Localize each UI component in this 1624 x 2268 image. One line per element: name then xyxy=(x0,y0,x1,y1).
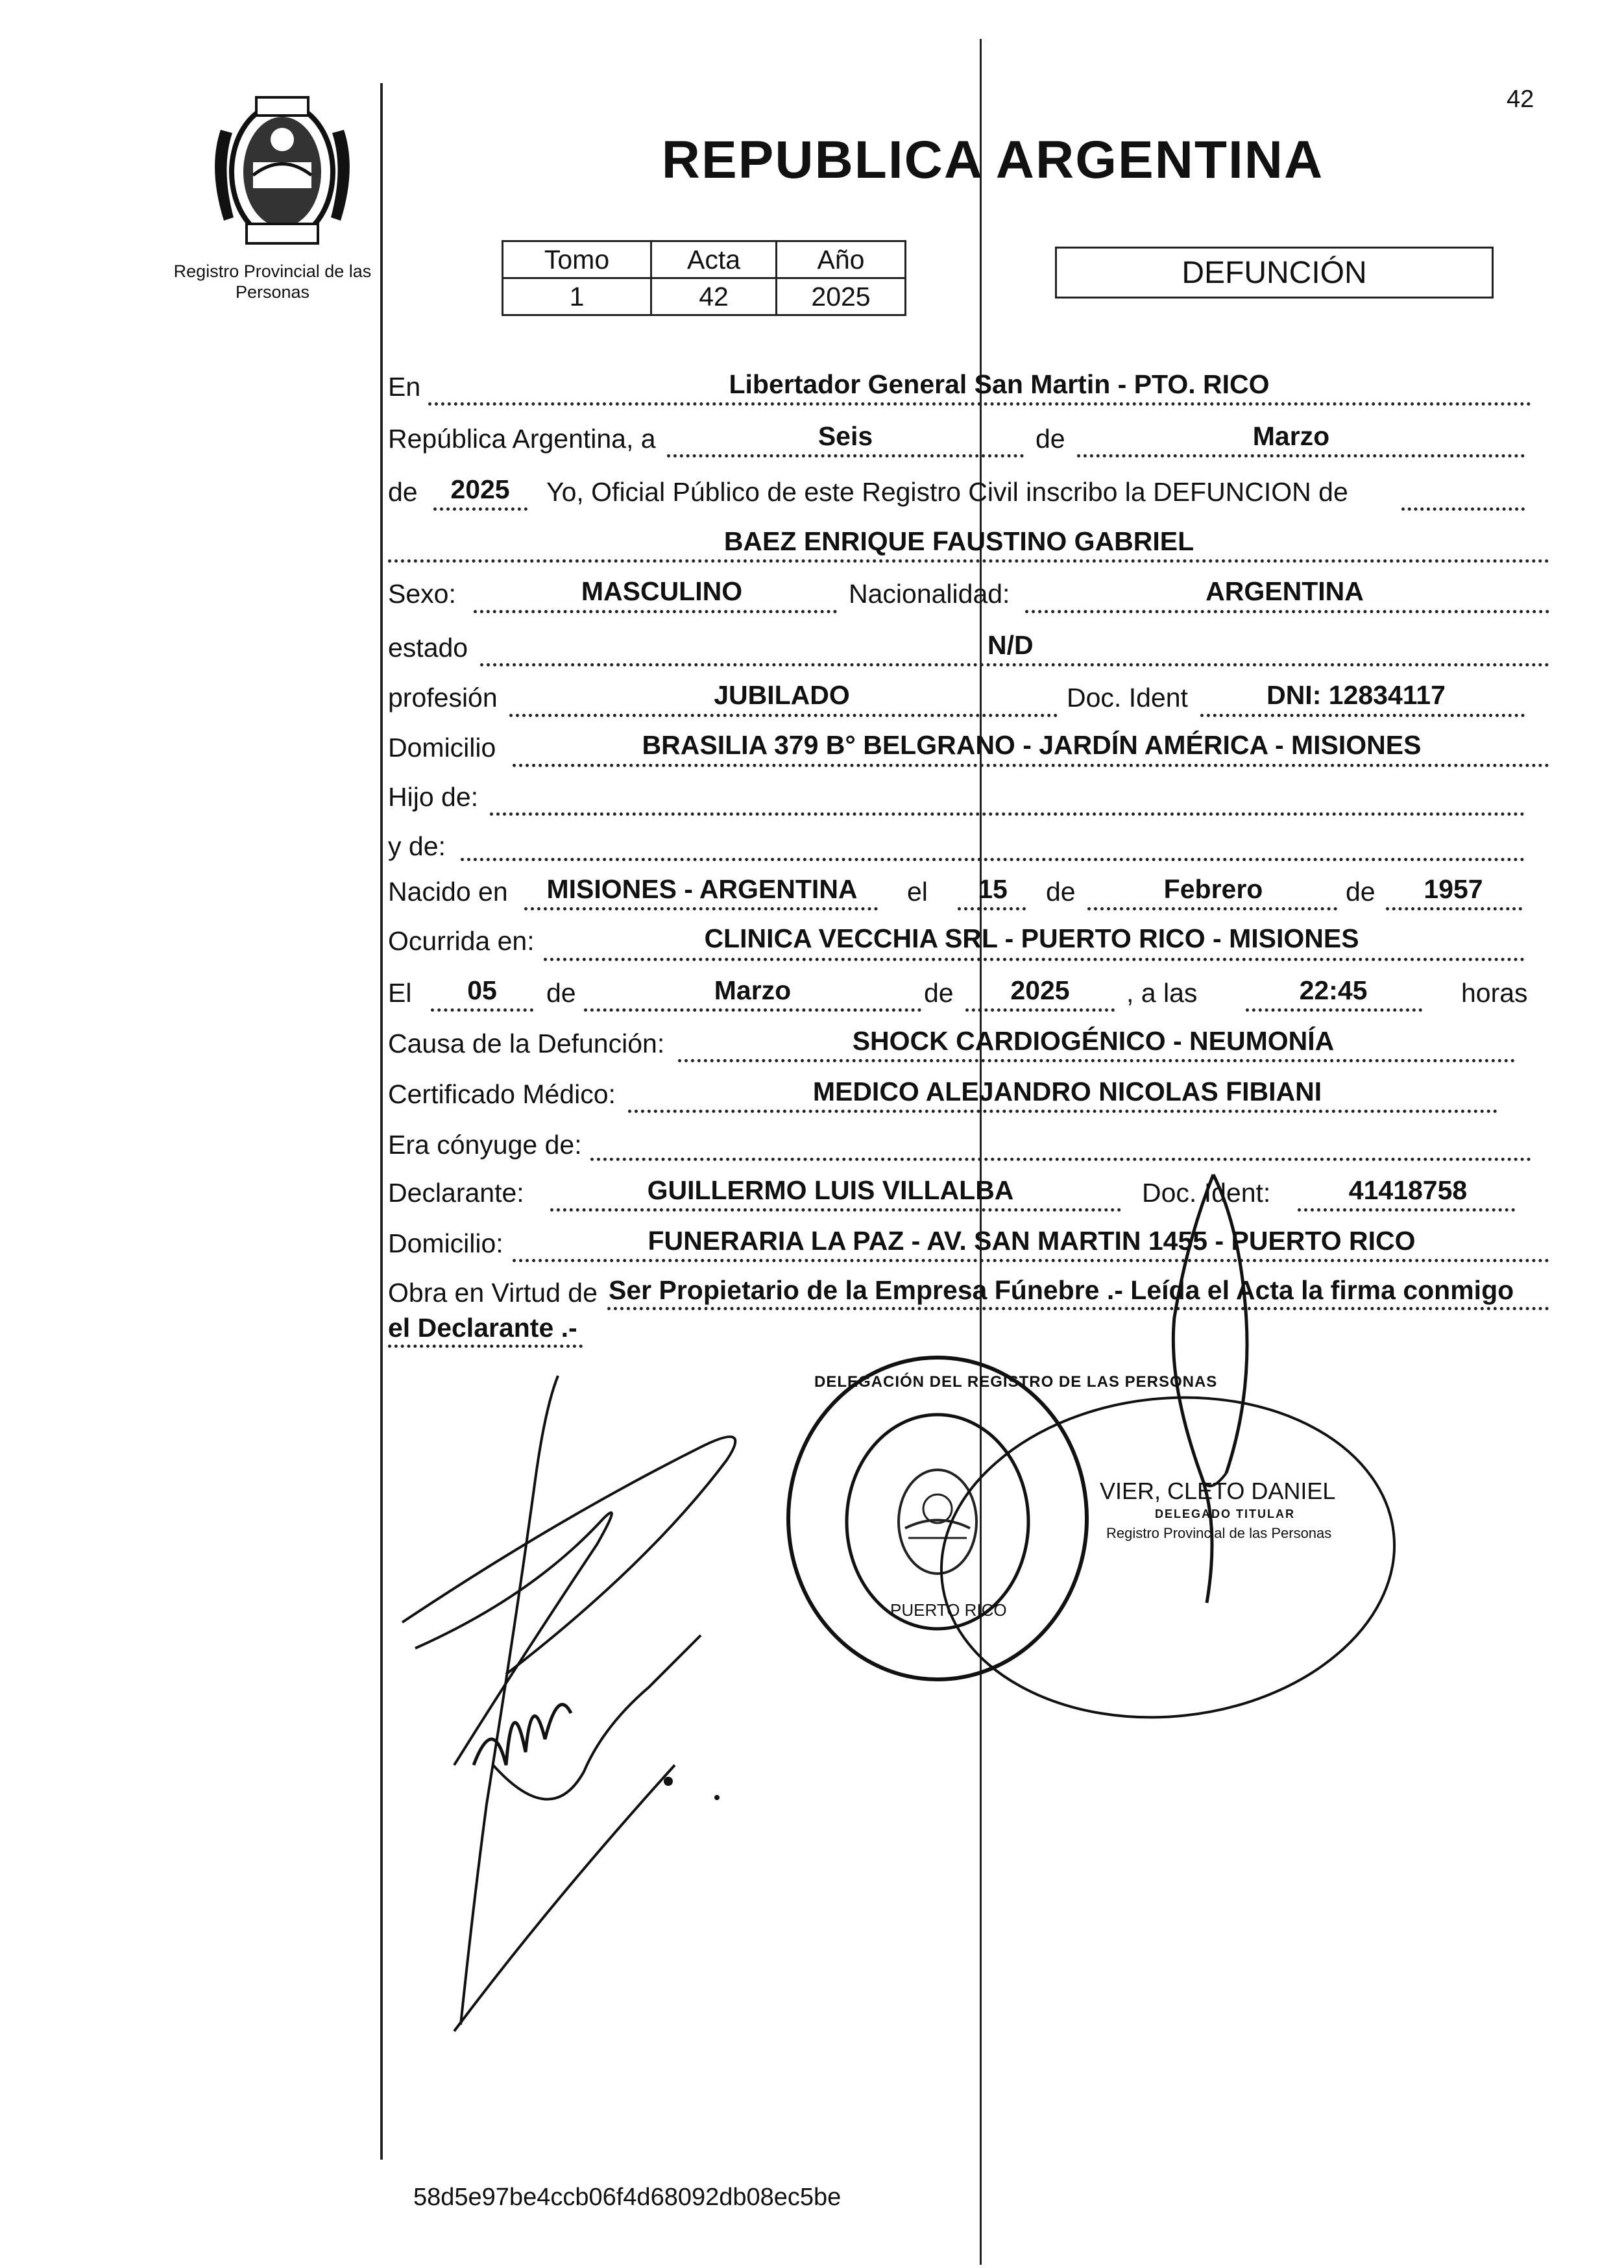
record-header-anio: Año xyxy=(777,241,906,278)
document-hash: 58d5e97be4ccb06f4d68092db08ec5be xyxy=(413,2184,842,2211)
value-sexo: MASCULINO xyxy=(581,576,743,606)
officer-role: DELEGADO TITULAR xyxy=(1155,1507,1295,1520)
dotted-line xyxy=(388,559,1549,563)
label-ocurrida-en: Ocurrida en: xyxy=(388,926,535,956)
label-a-las: , a las xyxy=(1126,978,1198,1008)
registry-label: Registro Provincial de las Personas xyxy=(173,262,372,302)
dotted-line xyxy=(509,714,1058,717)
stamp-inner-text: PUERTO RICO xyxy=(890,1600,1007,1620)
value-obra-line1: Ser Propietario de la Empresa Fúnebre .- Leída el Acta la firma conmigo xyxy=(609,1275,1514,1305)
label-de: de xyxy=(1046,877,1076,907)
document-type-box xyxy=(1055,247,1494,299)
value-nac-mes: Febrero xyxy=(1163,874,1263,904)
value-doc: DNI: 12834117 xyxy=(1266,680,1446,710)
value-causa: SHOCK CARDIOGÉNICO - NEUMONÍA xyxy=(852,1026,1335,1056)
dotted-line xyxy=(1087,907,1337,910)
label-en: En xyxy=(388,372,421,402)
value-estado: N/D xyxy=(988,630,1034,660)
record-header-acta: Acta xyxy=(651,241,777,278)
dotted-line xyxy=(431,1008,533,1012)
label-de: de xyxy=(388,477,418,507)
officer-name: VIER, CLETO DANIEL xyxy=(1100,1478,1336,1504)
value-certificado: MEDICO ALEJANDRO NICOLAS FIBIANI xyxy=(812,1077,1322,1106)
label-domicilio: Domicilio xyxy=(388,733,496,762)
value-domicilio: BRASILIA 379 B° BELGRANO - JARDÍN AMÉRICA - MISIONES xyxy=(642,730,1422,760)
dotted-line xyxy=(388,1345,583,1348)
declarant-signature xyxy=(389,1350,805,2051)
dotted-line xyxy=(1298,1208,1515,1212)
value-nombre: BAEZ ENRIQUE FAUSTINO GABRIEL xyxy=(723,526,1194,556)
label-conyuge: Era cónyuge de: xyxy=(388,1130,582,1160)
record-value-anio: 2025 xyxy=(777,278,906,315)
value-declarante: GUILLERMO LUIS VILLALBA xyxy=(647,1175,1014,1205)
record-value-tomo: 1 xyxy=(503,278,651,315)
label-certificado: Certificado Médico: xyxy=(388,1079,616,1109)
value-def-anio: 2025 xyxy=(1010,975,1070,1005)
value-dia-texto: Seis xyxy=(818,421,873,451)
dotted-line xyxy=(461,858,1525,861)
value-profesion: JUBILADO xyxy=(714,680,850,710)
dotted-line xyxy=(678,1059,1515,1062)
dotted-line xyxy=(1200,714,1525,717)
label-nacionalidad: Nacionalidad: xyxy=(849,579,1010,609)
label-domicilio-declarante: Domicilio: xyxy=(388,1228,503,1258)
record-table xyxy=(502,240,906,316)
label-hijo-de: Hijo de: xyxy=(388,782,479,812)
value-nacionalidad: ARGENTINA xyxy=(1206,576,1364,606)
label-causa: Causa de la Defunción: xyxy=(388,1029,665,1058)
value-nac-anio: 1957 xyxy=(1424,874,1483,904)
dotted-line xyxy=(513,764,1549,767)
label-de: de xyxy=(1036,424,1065,454)
dotted-line xyxy=(1077,454,1525,457)
dotted-line xyxy=(607,1307,1549,1310)
province-crest-icon xyxy=(195,91,370,253)
value-declarante-domicilio: FUNERARIA LA PAZ - AV. SAN MARTIN 1455 - PUERTO RICO xyxy=(648,1226,1416,1256)
label-de: de xyxy=(546,978,576,1008)
label-obra: Obra en Virtud de xyxy=(388,1278,598,1308)
dotted-line xyxy=(958,907,1026,910)
label-y-de: y de: xyxy=(388,831,446,861)
margin-line xyxy=(380,83,383,2160)
dotted-line xyxy=(480,663,1549,666)
label-doc-ident-declarante: Doc. Ident: xyxy=(1142,1178,1271,1208)
value-anio: 2025 xyxy=(450,474,510,504)
page-number: 42 xyxy=(1507,86,1534,113)
value-lugar: Libertador General San Martin - PTO. RICO xyxy=(729,369,1270,399)
label-profesion: profesión xyxy=(388,683,498,713)
label-horas: horas xyxy=(1461,978,1528,1008)
label-yo-oficial: Yo, Oficial Público de este Registro Civil inscribo la DEFUNCION de xyxy=(546,477,1348,507)
label-estado: estado xyxy=(388,633,468,663)
officer-signature xyxy=(1161,1162,1278,1629)
label-republica: República Argentina, a xyxy=(388,424,656,454)
dotted-line xyxy=(1386,907,1522,910)
dotted-line xyxy=(1401,507,1525,511)
value-declarante-doc: 41418758 xyxy=(1348,1175,1468,1205)
label-el-cap: El xyxy=(388,978,412,1008)
record-header-tomo: Tomo xyxy=(503,241,651,278)
label-sexo: Sexo: xyxy=(388,579,456,609)
dotted-line xyxy=(490,812,1525,816)
dotted-line xyxy=(1246,1008,1422,1012)
dotted-line xyxy=(513,1259,1549,1262)
page-title: REPUBLICA ARGENTINA xyxy=(661,130,1324,189)
officer-org: Registro Provincial de las Personas xyxy=(1106,1525,1332,1541)
dotted-line xyxy=(474,610,837,613)
dotted-line xyxy=(428,402,1531,406)
dotted-line xyxy=(584,1008,921,1012)
label-nacido-en: Nacido en xyxy=(388,877,508,907)
value-nacido-en: MISIONES - ARGENTINA xyxy=(546,874,858,904)
value-obra-line2: el Declarante .- xyxy=(388,1313,577,1343)
value-ocurrida-en: CLINICA VECCHIA SRL - PUERTO RICO - MISIONES xyxy=(704,923,1359,953)
value-nac-dia: 15 xyxy=(978,874,1008,904)
dotted-line xyxy=(667,454,1024,457)
value-def-hora: 22:45 xyxy=(1299,975,1368,1005)
label-de: de xyxy=(1346,877,1376,907)
document-type: DEFUNCIÓN xyxy=(1182,255,1367,290)
dotted-line xyxy=(590,1158,1531,1161)
record-value-acta: 42 xyxy=(651,278,777,315)
value-def-mes: Marzo xyxy=(714,975,792,1005)
label-declarante: Declarante: xyxy=(388,1178,524,1208)
dotted-line xyxy=(965,1008,1115,1012)
dotted-line xyxy=(628,1110,1497,1113)
value-mes-texto: Marzo xyxy=(1252,421,1330,451)
dotted-line xyxy=(1025,610,1549,613)
dotted-line xyxy=(550,1208,1121,1212)
dotted-line xyxy=(433,507,527,511)
label-de: de xyxy=(924,978,954,1008)
dotted-line xyxy=(544,958,1525,961)
stamp-outer-text: DELEGACIÓN DEL REGISTRO DE LAS PERSONAS xyxy=(814,1373,1218,1391)
label-doc-ident: Doc. Ident xyxy=(1067,683,1188,713)
label-el: el xyxy=(907,877,928,907)
dotted-line xyxy=(524,907,878,910)
value-def-dia: 05 xyxy=(467,975,497,1005)
